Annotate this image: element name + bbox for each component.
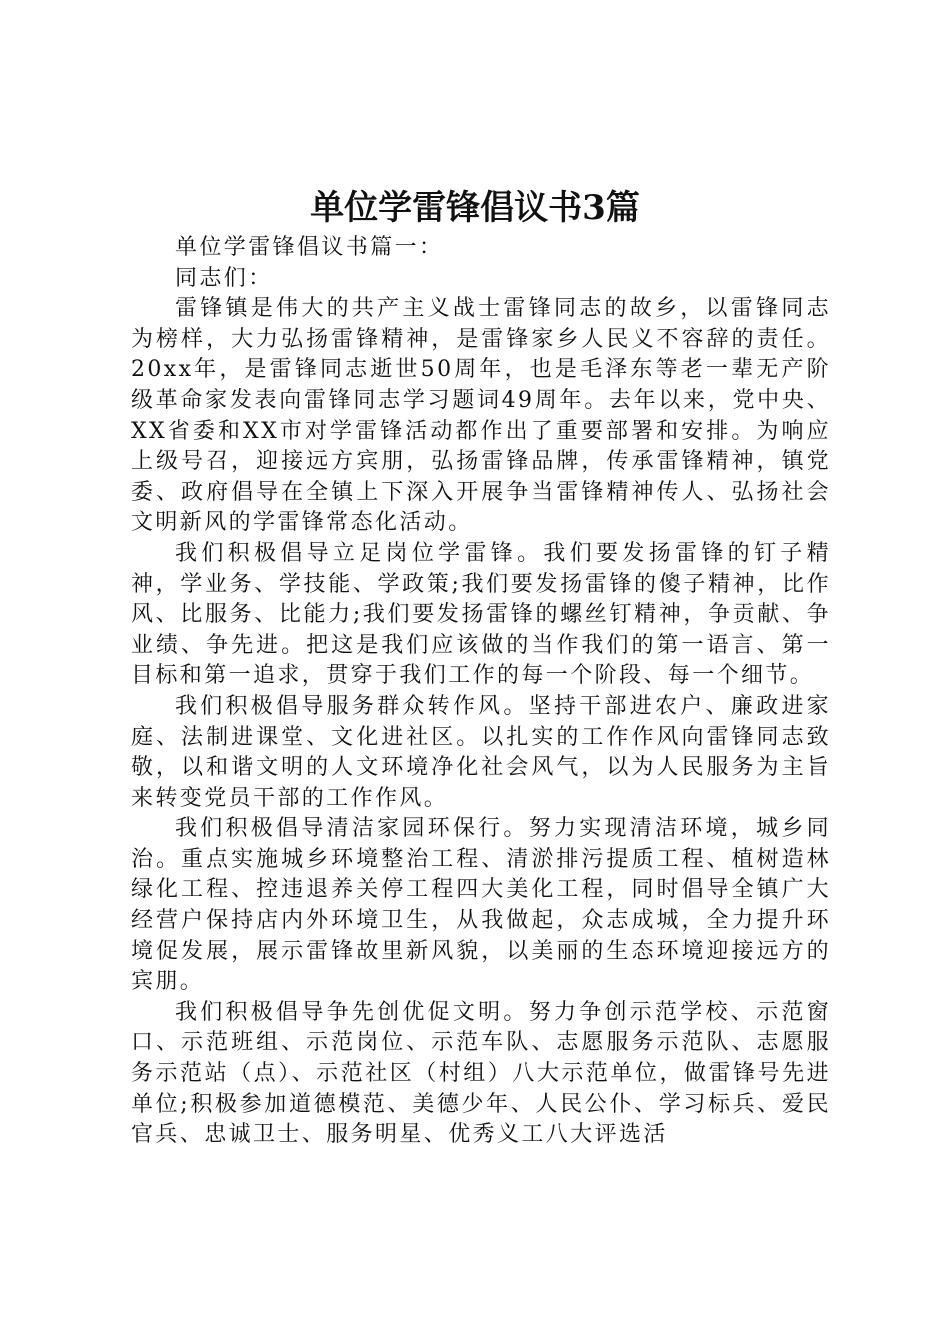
document-body [131,233,831,1151]
paragraph-4: 我们积极倡导清洁家园环保行。努力实现清洁环境，城乡同治。重点实施城乡环境整治工程、清淤排污提质工程、植树造林绿化工程、控违退养关停工程四大美化工程，同时倡导全镇广大经营户保持店内外环境卫生，从我做起，众志成城，全力提升环境促发展，展示雷锋故里新风貌，以美丽的生态环境迎接远方的宾朋。 [131,816,831,995]
paragraph-3: 我们积极倡导服务群众转作风。坚持干部进农户、廉政进家庭、法制进课堂、文化进社区。以扎实的工作作风向雷锋同志致敬，以和谐文明的人文环境净化社会风气，以为人民服务为主旨来转变党员干部的工作作风。 [131,693,831,811]
document-title: 单位学雷锋倡议书3篇 [310,188,640,228]
salutation: 同志们： [175,265,273,291]
paragraph-5: 我们积极倡导争先创优促文明。努力争创示范学校、示范窗口、示范班组、示范岗位、示范车队、志愿服务示范队、志愿服务示范站（点）、示范社区（村组）八大示范单位，做雷锋号先进单位;积极参加道德模范、美德少年、人民公仆、学习标兵、爱民官兵、忠诚卫士、服务明星、优秀义工八大评选活 [131,999,831,1148]
paragraph-2: 我们积极倡导立足岗位学雷锋。我们要发扬雷锋的钉子精神，学业务、学技能、学政策;我们要发扬雷锋的傻子精神，比作风、比服务、比能力;我们要发扬雷锋的螺丝钉精神，争贡献、争业绩、争先进。把这是我们应该做的当作我们的第一语言、第一目标和第一追求，贯穿于我们工作的每一个阶段、每一个细节。 [131,540,831,689]
paragraph-1: 雷锋镇是伟大的共产主义战士雷锋同志的故乡，以雷锋同志为榜样，大力弘扬雷锋精神，是雷锋家乡人民义不容辞的责任。20xx年，是雷锋同志逝世50周年，也是毛泽东等老一辈无产阶级革命家发表向雷锋同志学习题词49周年。去年以来，党中央、XX省委和XX市对学雷锋活动都作出了重要部署和安排。为响应上级号召，迎接远方宾朋，弘扬雷锋品牌，传承雷锋精神，镇党委、政府倡导在全镇上下深入开展争当雷锋精神传人、弘扬社会文明新风的学雷锋常态化活动。 [131,296,831,536]
document-subtitle: 单位学雷锋倡议书篇一： [175,235,444,260]
